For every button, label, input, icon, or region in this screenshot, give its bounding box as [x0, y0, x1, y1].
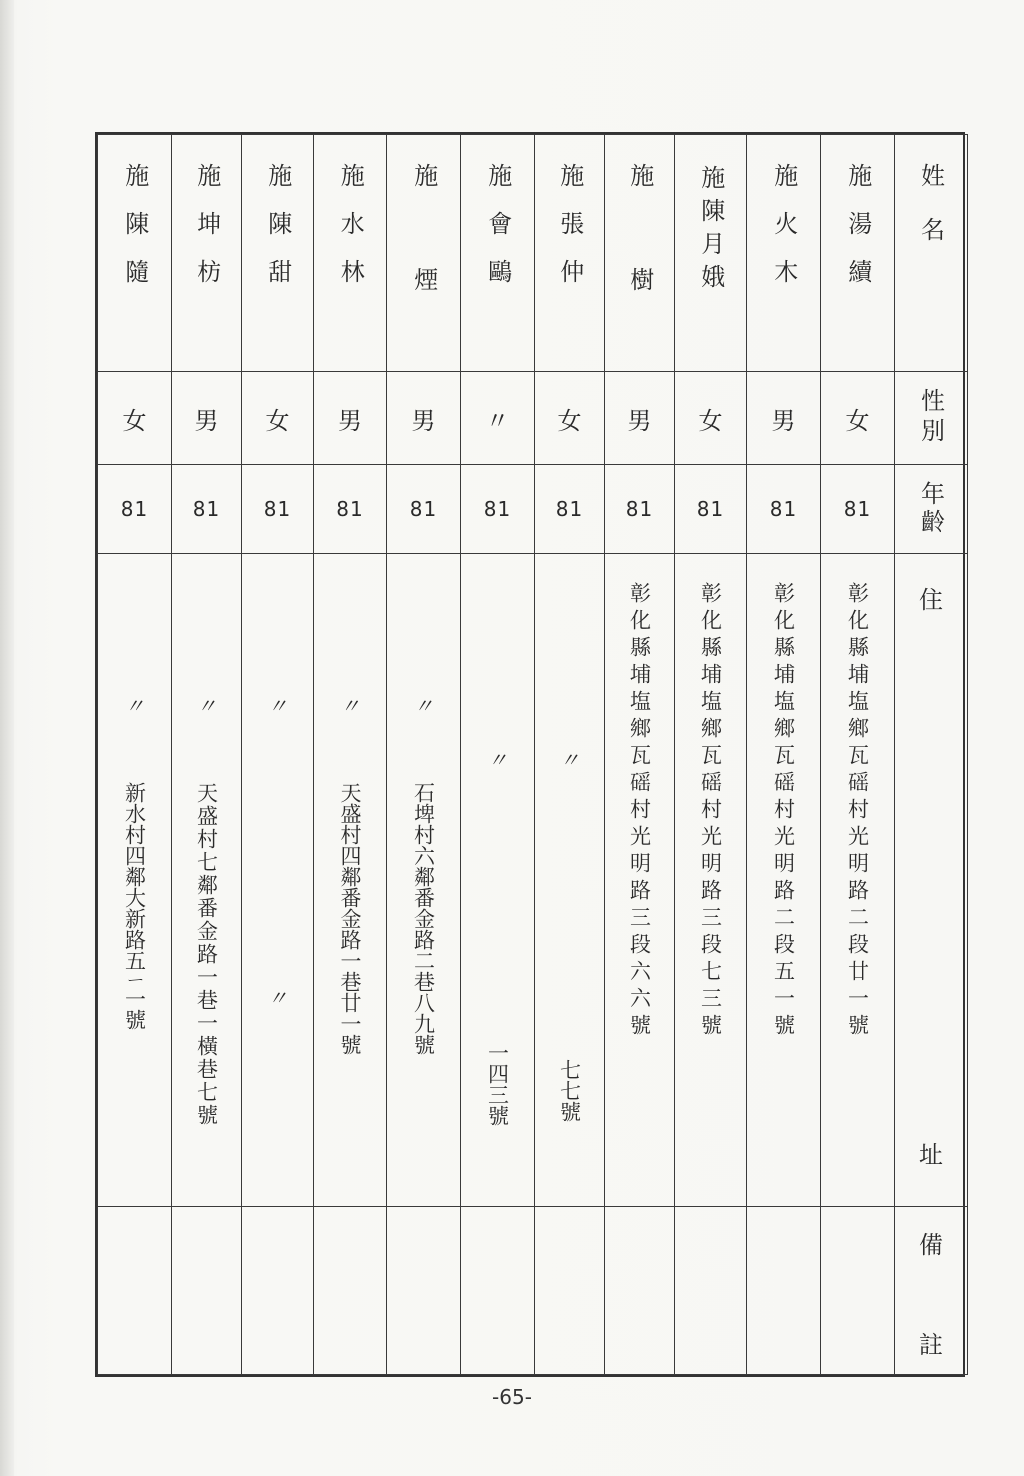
person-name: 施煙 [409, 163, 438, 371]
sex-cell: 女 [821, 372, 895, 465]
name-cell [605, 135, 675, 372]
header-age-label: 年齡 [916, 481, 945, 537]
note-cell [242, 1207, 314, 1375]
person-name: 施坤枋 [192, 163, 221, 307]
age-row [98, 465, 968, 554]
header-sex [895, 372, 968, 465]
address-cell [98, 554, 172, 1207]
person-name: 施陳月娥 [696, 165, 725, 297]
person-name: 施陳隨 [120, 163, 149, 307]
address-text: 天盛村四鄰番金路一巷廿一號 [338, 782, 362, 1055]
address-cell [821, 554, 895, 1207]
person-name: 施湯續 [843, 163, 872, 307]
name-cell [461, 135, 535, 372]
age-cell: 81 [535, 465, 605, 554]
ditto-mark: 〃 [267, 986, 288, 1010]
sex-cell: 女 [675, 372, 747, 465]
note-cell [172, 1207, 242, 1375]
header-address-top: 住 [919, 586, 943, 614]
sex-cell: 男 [747, 372, 821, 465]
age-cell: 81 [675, 465, 747, 554]
address-cell [461, 554, 535, 1207]
sex-cell: 男 [605, 372, 675, 465]
address-cell [172, 554, 242, 1207]
address-cell [535, 554, 605, 1207]
ditto-mark: 〃 [267, 694, 288, 718]
header-note [895, 1207, 968, 1375]
name-cell [535, 135, 605, 372]
address-cell [747, 554, 821, 1207]
person-name: 施張仲 [555, 163, 584, 307]
age-cell: 81 [242, 465, 314, 554]
name-cell [314, 135, 387, 372]
address-cell [242, 554, 314, 1207]
ditto-mark: 〃 [413, 694, 434, 718]
sex-cell: 女 [242, 372, 314, 465]
address-cell [605, 554, 675, 1207]
header-age [895, 465, 968, 554]
address-text: 彰化縣埔塩鄉瓦磘村光明路三段六六號 [627, 582, 652, 1041]
note-cell [747, 1207, 821, 1375]
ditto-mark: 〃 [196, 694, 217, 718]
name-cell [172, 135, 242, 372]
ditto-mark: 〃 [124, 694, 145, 718]
ditto-mark: 〃 [559, 748, 580, 772]
header-sex-label: 性別 [916, 388, 945, 448]
page-number: -65- [492, 1385, 532, 1409]
sex-cell: 男 [314, 372, 387, 465]
name-cell [387, 135, 461, 372]
address-text: 一四三號 [485, 1042, 510, 1126]
address-row [98, 554, 968, 1207]
age-cell: 81 [821, 465, 895, 554]
sex-cell: 女 [98, 372, 172, 465]
note-cell [98, 1207, 172, 1375]
address-text: 石埤村六鄰番金路二巷八九號 [411, 782, 436, 1055]
header-address [895, 554, 968, 1207]
address-text: 天盛村七鄰番金路一巷一橫巷七號 [194, 782, 219, 1127]
age-cell: 81 [387, 465, 461, 554]
address-text: 彰化縣埔塩鄉瓦磘村光明路二段廿一號 [845, 582, 870, 1041]
ditto-mark: 〃 [487, 748, 508, 772]
person-name: 施火木 [769, 163, 798, 307]
age-cell: 81 [605, 465, 675, 554]
address-text: 新水村四鄰大新路五ㄧ一號 [122, 782, 147, 1030]
note-cell [314, 1207, 387, 1375]
person-name: 施會鷗 [483, 163, 512, 307]
address-text: 彰化縣埔塩鄉瓦磘村光明路三段七三號 [698, 582, 723, 1041]
note-row [98, 1207, 968, 1375]
header-name-label: 姓名 [916, 163, 945, 271]
age-cell: 81 [747, 465, 821, 554]
ditto-mark: 〃 [340, 694, 360, 718]
note-cell [387, 1207, 461, 1375]
sex-cell: 男 [172, 372, 242, 465]
name-cell [675, 135, 747, 372]
header-address-bottom: 址 [919, 1141, 943, 1169]
age-cell: 81 [172, 465, 242, 554]
note-cell [535, 1207, 605, 1375]
note-cell [675, 1207, 747, 1375]
name-cell [747, 135, 821, 372]
note-cell [821, 1207, 895, 1375]
sex-cell: 〃 [461, 372, 535, 465]
address-cell [314, 554, 387, 1207]
name-cell [821, 135, 895, 372]
binding-shadow [0, 0, 14, 1476]
sex-cell: 男 [387, 372, 461, 465]
address-cell [675, 554, 747, 1207]
person-name: 施水林 [336, 163, 365, 307]
header-name [895, 135, 968, 372]
register-table [95, 132, 965, 1377]
person-name: 施陳甜 [263, 163, 292, 307]
address-text: 七七號 [557, 1059, 582, 1122]
header-note-bottom: 註 [919, 1331, 943, 1359]
person-name: 施樹 [625, 163, 654, 371]
age-cell: 81 [98, 465, 172, 554]
address-text: 彰化縣埔塩鄉瓦磘村光明路二段五一號 [771, 582, 796, 1041]
note-cell [605, 1207, 675, 1375]
header-note-top: 備 [919, 1231, 943, 1259]
name-row [98, 135, 968, 372]
sex-row [98, 372, 968, 465]
name-cell [98, 135, 172, 372]
sex-cell: 女 [535, 372, 605, 465]
name-cell [242, 135, 314, 372]
age-cell: 81 [314, 465, 387, 554]
address-cell [387, 554, 461, 1207]
note-cell [461, 1207, 535, 1375]
age-cell: 81 [461, 465, 535, 554]
